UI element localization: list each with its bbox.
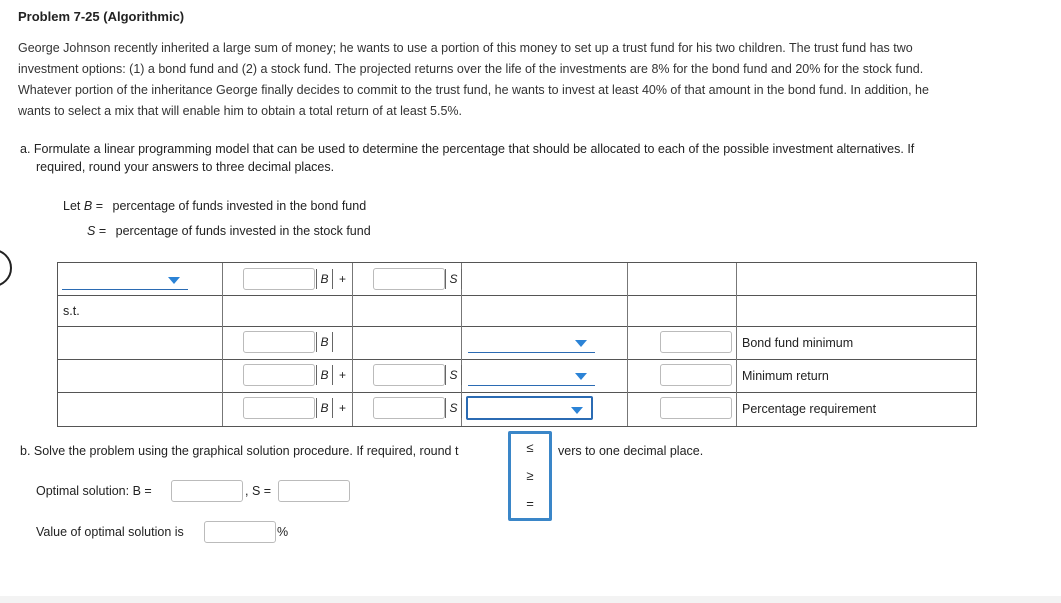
equals-sign: = (98, 224, 107, 238)
row-divider (58, 392, 976, 393)
unit-s: S (445, 269, 462, 289)
unit-s: S (445, 365, 462, 385)
unit-s: S (445, 398, 462, 418)
relation-option-le[interactable]: ≤ (526, 440, 534, 455)
optimal-s-input[interactable] (278, 480, 350, 502)
c2-relation-select[interactable] (468, 364, 595, 386)
percent-sign: % (277, 525, 289, 539)
row-divider (58, 359, 976, 360)
chevron-down-icon (571, 407, 583, 414)
col-divider (222, 263, 223, 426)
col-divider (627, 263, 628, 426)
objective-b-coef-input[interactable] (243, 268, 315, 290)
constraint-label: Percentage requirement (742, 402, 877, 416)
c2-s-coef-input[interactable] (373, 364, 445, 386)
part-a-line-2: required, round your answers to three decimal places. (36, 160, 335, 174)
objective-type-select[interactable] (62, 268, 188, 290)
equals-sign: = (95, 199, 104, 213)
plus-sign: + (339, 401, 347, 415)
c1-rhs-input[interactable] (660, 331, 732, 353)
chevron-down-icon (575, 373, 587, 380)
optimal-value-label: Value of optimal solution is (36, 525, 184, 539)
optimal-b-label: Optimal solution: B = (36, 484, 152, 498)
relation-option-ge[interactable]: ≥ (526, 468, 534, 483)
statement-line: Whatever portion of the inheritance George finally decides to commit to the trust fund, he wants to invest at least 40% of that amount in the bond fund. In addition, he (18, 83, 929, 97)
definition-b (63, 199, 366, 213)
problem-statement (18, 38, 1043, 122)
unit-b: B (316, 398, 333, 418)
let-label: Let (63, 199, 81, 213)
chevron-down-icon (168, 277, 180, 284)
objective-s-coef-input[interactable] (373, 268, 445, 290)
c3-relation-select[interactable] (466, 396, 593, 420)
statement-line: wants to select a mix that will enable him to obtain a total return of at least 5.5%. (18, 104, 462, 118)
c3-s-coef-input[interactable] (373, 397, 445, 419)
col-divider (352, 263, 353, 426)
bottom-divider (0, 596, 1061, 603)
c3-b-coef-input[interactable] (243, 397, 315, 419)
var-b: B (83, 199, 93, 213)
plus-sign: + (339, 272, 347, 286)
relation-option-eq[interactable]: = (526, 496, 534, 511)
c3-rhs-input[interactable] (660, 397, 732, 419)
col-divider (736, 263, 737, 426)
st-label: s.t. (63, 304, 80, 318)
optimal-solution-row (36, 484, 152, 498)
side-marker-circle (0, 249, 12, 287)
row-divider (58, 295, 976, 296)
optimal-s-label: , S = (245, 484, 272, 498)
unit-b: B (316, 332, 333, 352)
statement-line: George Johnson recently inherited a large sum of money; he wants to use a portion of this money to set up a trust fund for his two children. The trust fund has two (18, 41, 913, 55)
unit-b: B (316, 269, 333, 289)
var-s: S (87, 224, 96, 238)
chevron-down-icon (575, 340, 587, 347)
c2-rhs-input[interactable] (660, 364, 732, 386)
optimal-b-input[interactable] (171, 480, 243, 502)
def-b-text: percentage of funds invested in the bond fund (112, 199, 367, 213)
c2-b-coef-input[interactable] (243, 364, 315, 386)
unit-b: B (316, 365, 333, 385)
c1-b-coef-input[interactable] (243, 331, 315, 353)
lp-model-table (57, 262, 977, 427)
part-a-line-1: a. Formulate a linear programming model that can be used to determine the percentage that should be allocated to each of the possible investment alternatives. If (20, 142, 915, 156)
relation-dropdown-menu (508, 431, 552, 521)
part-b-question: b. Solve the problem using the graphical solution procedure. If required, round t (20, 444, 459, 458)
problem-title: Problem 7-25 (Algorithmic) (18, 9, 185, 24)
def-s-text: percentage of funds invested in the stock fund (115, 224, 371, 238)
c1-relation-select[interactable] (468, 331, 595, 353)
constraint-label: Minimum return (742, 369, 829, 383)
row-divider (58, 326, 976, 327)
optimal-value-input[interactable] (204, 521, 276, 543)
statement-line: investment options: (1) a bond fund and (2) a stock fund. The projected returns over the life of the investments are 8% for the bond fund and 20% for the stock fund. (18, 62, 924, 76)
plus-sign: + (339, 368, 347, 382)
part-a-question (20, 140, 1030, 176)
constraint-label: Bond fund minimum (742, 336, 854, 350)
part-b-question-tail: vers to one decimal place. (558, 444, 704, 458)
definition-s (87, 224, 371, 238)
